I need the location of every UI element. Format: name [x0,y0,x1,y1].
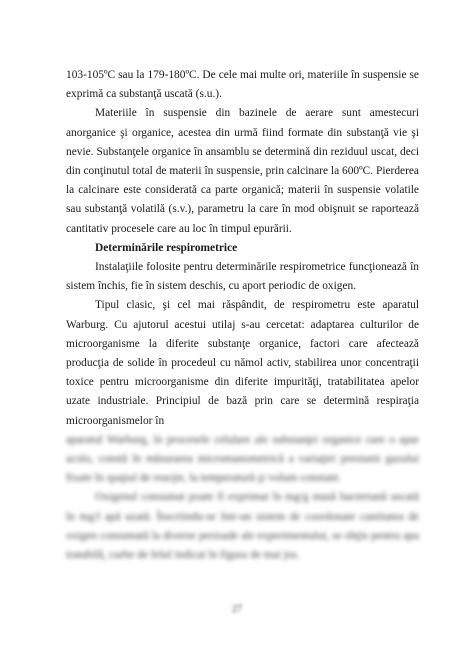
blurred-preview-region [66,431,419,565]
blurred-paragraph-2: Oxigenul consumat poate fi exprimat în mg/g masă bacteriană uscată în mg/l apă uzată. Înscriindu-se într-un sistem de coordonate cantitatea de oxigen consumată la diverse perioade ale experimentului, se obţin pentru apa tratabilă, curbe de felul indicat în figura de mai jos. [66,491,419,562]
document-body [66,66,419,565]
page-number: 27 [232,604,242,615]
section-heading: Determinările respirometrice [95,241,238,254]
blurred-paragraph-1: aparatul Warburg, în procesele celulare ale substanţei organice care o apar acolo, constă în măsurarea micromanometrică a variaţiei presiunii gazului fixate în spaţiul de reacţie, la temperatură şi volum constant. [66,433,419,485]
paragraph-1: 103-105ºC sau la 179-180ºC. De cele mai multe ori, materiile în suspensie se exprimă ca substanţă uscată (s.u.). [66,69,419,101]
paragraph-2: Materiile în suspensie din bazinele de aerare sunt amestecuri anorganice şi organice, acestea din urmă fiind formate din substanţă vie şi nevie. Substanţele organice în ansamblu se determină din reziduul uscat, deci din conţinutul total de materii în suspensie, prin calcinare la 600ºC. Pierderea la calcinare este considerată ca parte organică; materii în suspensie volatile sau substanţă volatilă (s.v.), parametru la care în mod obişnuit se raportează cantitativ procesele care au loc în timpul epurării. [66,107,419,235]
paragraph-3: Instalaţiile folosite pentru determinările respirometrice funcţionează în sistem închis, fie în sistem deschis, cu aport periodic de oxigen. [66,261,419,293]
paragraph-4: Tipul clasic, şi cel mai răspândit, de respirometru este aparatul Warburg. Cu ajutorul acestui utilaj s-au cercetat: adaptarea culturilor de microorganisme la diferite substanţe organice, factori care afectează producţia de solide în procedeul cu nămol activ, stabilirea unor concentraţii toxice pentru microorganisme din diferite impurităţi, tratabilitatea apelor uzate industriale. Principiul de bază prin care se determină respiraţia microorganismelor în [66,299,419,427]
